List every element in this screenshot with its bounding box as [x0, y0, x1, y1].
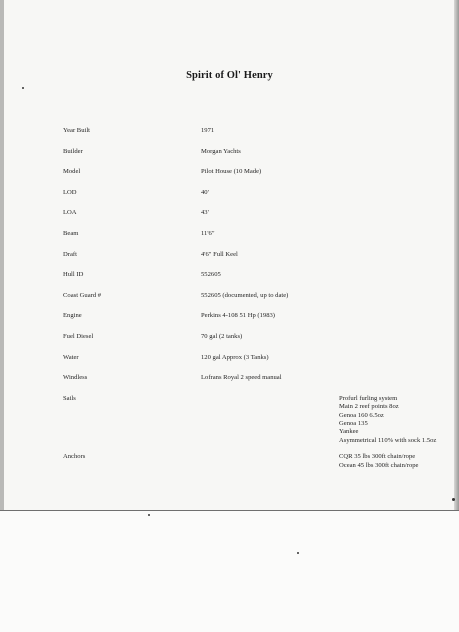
spec-label: Coast Guard #	[63, 291, 102, 299]
spec-row-hull-id	[63, 271, 383, 292]
blank-lower-area	[0, 511, 459, 632]
spec-label: Windless	[63, 374, 88, 382]
spec-list	[63, 127, 437, 478]
spec-value-multiline	[339, 395, 459, 445]
spec-row-builder	[63, 148, 383, 169]
spec-label: Beam	[63, 229, 79, 237]
spec-row-sails	[63, 394, 437, 453]
spec-row-lod	[63, 189, 383, 210]
scan-speck	[148, 514, 150, 516]
spec-value: 70 gal (2 tanks)	[201, 332, 243, 340]
spec-row-water	[63, 354, 383, 375]
spec-value: 43'	[201, 209, 209, 217]
spec-value: Morgan Yachts	[201, 147, 241, 155]
spec-label: Sails	[63, 394, 76, 402]
spec-row-windless	[63, 374, 383, 395]
document-title: Spirit of Ol' Henry	[186, 70, 273, 81]
spec-value-line: Ocean 45 lbs 300ft chain/rope	[339, 461, 419, 469]
spec-value: 40'	[201, 188, 209, 196]
spec-value-line: Asymmetrical 110% with sock 1.5oz	[339, 436, 437, 444]
spec-row-coast-guard	[63, 292, 383, 313]
spec-value-line: CQR 35 lbs 300ft chain/rope	[339, 453, 416, 461]
spec-value: 4'6" Full Keel	[201, 250, 238, 258]
spec-label: Engine	[63, 312, 82, 320]
spec-label: Fuel Diesel	[63, 332, 94, 340]
spec-row-model	[63, 168, 383, 189]
spec-row-loa	[63, 209, 383, 230]
scan-speck	[452, 498, 455, 501]
spec-label: Year Built	[63, 127, 90, 134]
spec-value: Lofrans Royal 2 speed manual	[201, 374, 282, 382]
spec-value: 552605 (documented, up to date)	[201, 291, 289, 299]
spec-row-draft	[63, 251, 383, 272]
spec-value-line: Yankee	[339, 428, 359, 436]
spec-label: LOD	[63, 188, 77, 196]
spec-value: 1971	[201, 127, 215, 134]
spec-label: Model	[63, 168, 81, 176]
spec-value: 11'6"	[201, 229, 215, 237]
spec-value: 120 gal Approx (3 Tanks)	[201, 353, 269, 361]
spec-label: Builder	[63, 147, 83, 155]
spec-value-multiline	[339, 453, 459, 470]
spec-label: Water	[63, 353, 79, 361]
spec-label: Draft	[63, 250, 77, 258]
spec-value-line: Main 2 reef points 8oz	[339, 403, 399, 411]
spec-value-line: Profurl furling system	[339, 394, 398, 402]
scan-speck	[297, 552, 299, 554]
spec-row-year-built	[63, 127, 383, 148]
scan-speck	[22, 87, 24, 89]
spec-value-line: Genoa 160 6.5oz	[339, 411, 384, 419]
spec-value: 552605	[201, 271, 221, 279]
spec-label: Hull ID	[63, 271, 84, 279]
spec-label: LOA	[63, 209, 77, 217]
spec-value: Perkins 4-108 51 Hp (1983)	[201, 312, 275, 320]
spec-row-anchors	[63, 453, 419, 478]
spec-value-line: Genoa 135	[339, 419, 368, 427]
spec-row-fuel	[63, 333, 383, 354]
spec-value: Pilot House (10 Made)	[201, 168, 262, 176]
spec-row-engine	[63, 312, 383, 333]
spec-row-beam	[63, 230, 383, 251]
spec-label: Anchors	[63, 453, 86, 461]
